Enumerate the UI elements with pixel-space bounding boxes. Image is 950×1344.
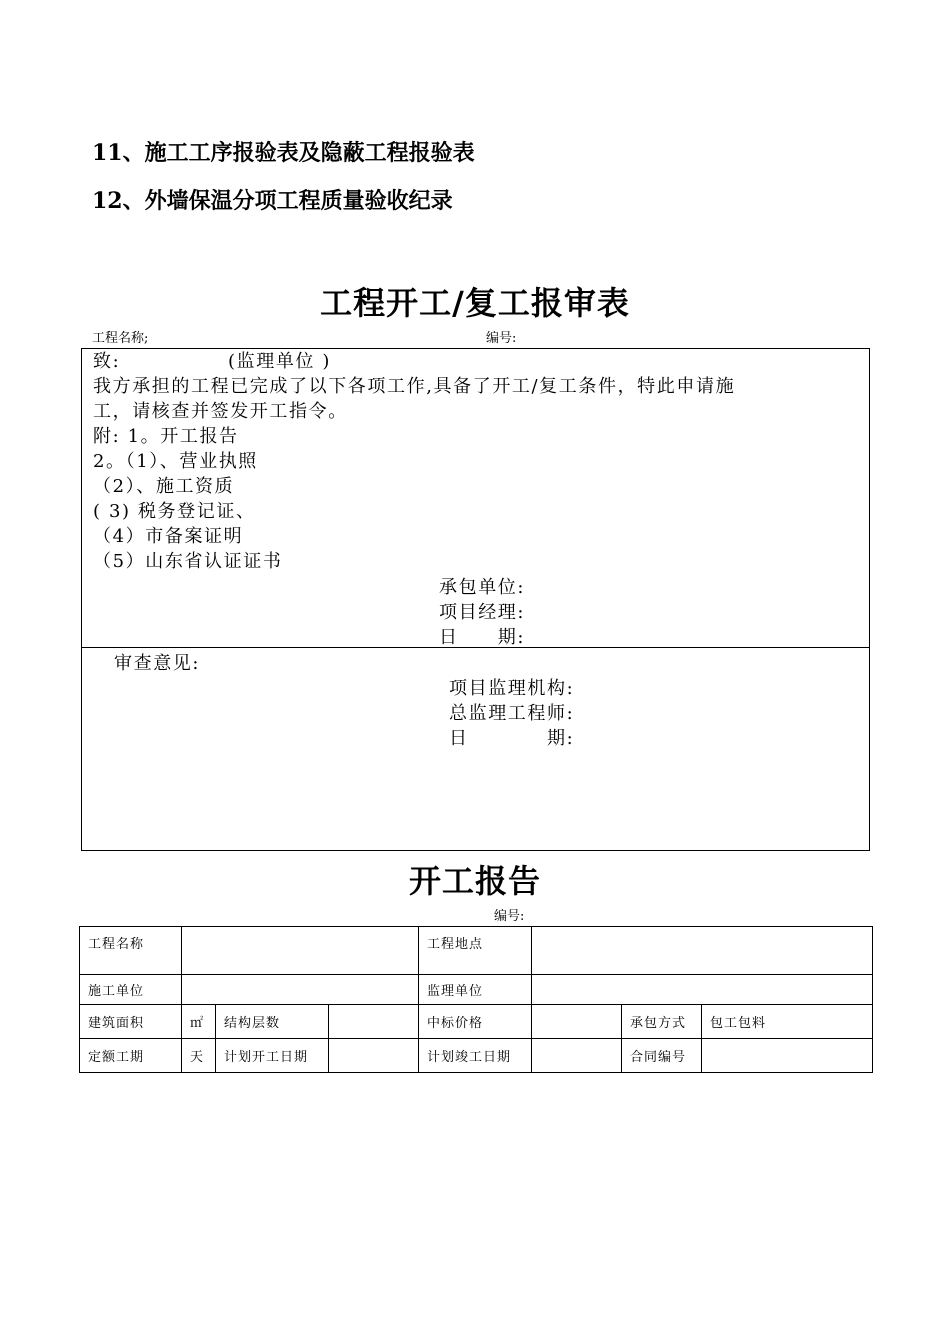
form1-supervision-org-label: 项目监理机构: — [449, 678, 575, 699]
form2-title: 开工报告 — [408, 862, 541, 900]
cell-label: 工程地点 — [419, 927, 532, 975]
table-row — [80, 927, 873, 975]
start-report-table — [79, 926, 873, 1073]
form1-pm-label: 项目经理: — [439, 602, 526, 623]
cell-label: 监理单位 — [419, 975, 532, 1005]
form1-number-label: 编号: — [486, 331, 517, 346]
cell-label: 工程名称 — [80, 927, 182, 975]
cell-label: 计划开工日期 — [216, 1039, 329, 1073]
form1-project-name-label: 工程名称; — [92, 331, 149, 346]
form1-para-line1: 我方承担的工程已完成了以下各项工作,具备了开工/复工条件，特此申请施 — [93, 376, 736, 397]
form1-box — [81, 348, 870, 851]
cell-label: 定额工期 — [80, 1039, 182, 1073]
form1-list-item: ( 3) 税务登记证、 — [93, 501, 256, 522]
table-row — [80, 1039, 873, 1073]
form1-contractor-label: 承包单位: — [439, 577, 526, 598]
cell-label: 结构层数 — [216, 1005, 329, 1039]
cell-value: 包工包料 — [702, 1005, 873, 1039]
table-row — [80, 1005, 873, 1039]
form1-list-item: （4）市备案证明 — [93, 526, 244, 547]
form1-to-prefix: 致: — [93, 351, 121, 372]
cell-value — [532, 927, 873, 975]
form1-review-label: 审查意见: — [114, 653, 201, 674]
form1-date-label: 日 期: — [439, 627, 526, 648]
cell-value — [329, 1005, 419, 1039]
form1-list-item: （2）、施工资质 — [93, 476, 235, 497]
cell-value — [532, 1039, 622, 1073]
form1-list-item: （5）山东省认证证书 — [93, 551, 283, 572]
cell-label: 建筑面积 — [80, 1005, 182, 1039]
cell-value — [532, 1005, 622, 1039]
form2-number-label: 编号: — [494, 909, 525, 924]
cell-label: 中标价格 — [419, 1005, 532, 1039]
heading-item-11: 11、施工工序报验表及隐蔽工程报验表 — [92, 140, 475, 166]
heading-item-12: 12、外墙保温分项工程质量验收纪录 — [92, 188, 453, 214]
cell-label: 合同编号 — [622, 1039, 702, 1073]
cell-unit: 天 — [182, 1039, 216, 1073]
form1-to-unit: (监理单位 ) — [228, 351, 331, 372]
form1-chief-engineer-label: 总监理工程师: — [449, 703, 575, 724]
cell-value — [182, 927, 419, 975]
form1-title: 工程开工/复工报审表 — [320, 284, 630, 322]
form1-attach-line: 附: 1。开工报告 — [93, 426, 239, 447]
form1-list-item: 2。（1）、营业执照 — [93, 451, 258, 472]
cell-label: 施工单位 — [80, 975, 182, 1005]
cell-unit: ㎡ — [182, 1005, 216, 1039]
form1-review-date-label: 日 期: — [449, 728, 575, 749]
form1-para-line2: 工，请核查并签发开工指令。 — [93, 401, 348, 422]
cell-label: 承包方式 — [622, 1005, 702, 1039]
cell-value — [329, 1039, 419, 1073]
table-row — [80, 975, 873, 1005]
cell-label: 计划竣工日期 — [419, 1039, 532, 1073]
cell-value — [532, 975, 873, 1005]
cell-value — [182, 975, 419, 1005]
cell-value — [702, 1039, 873, 1073]
